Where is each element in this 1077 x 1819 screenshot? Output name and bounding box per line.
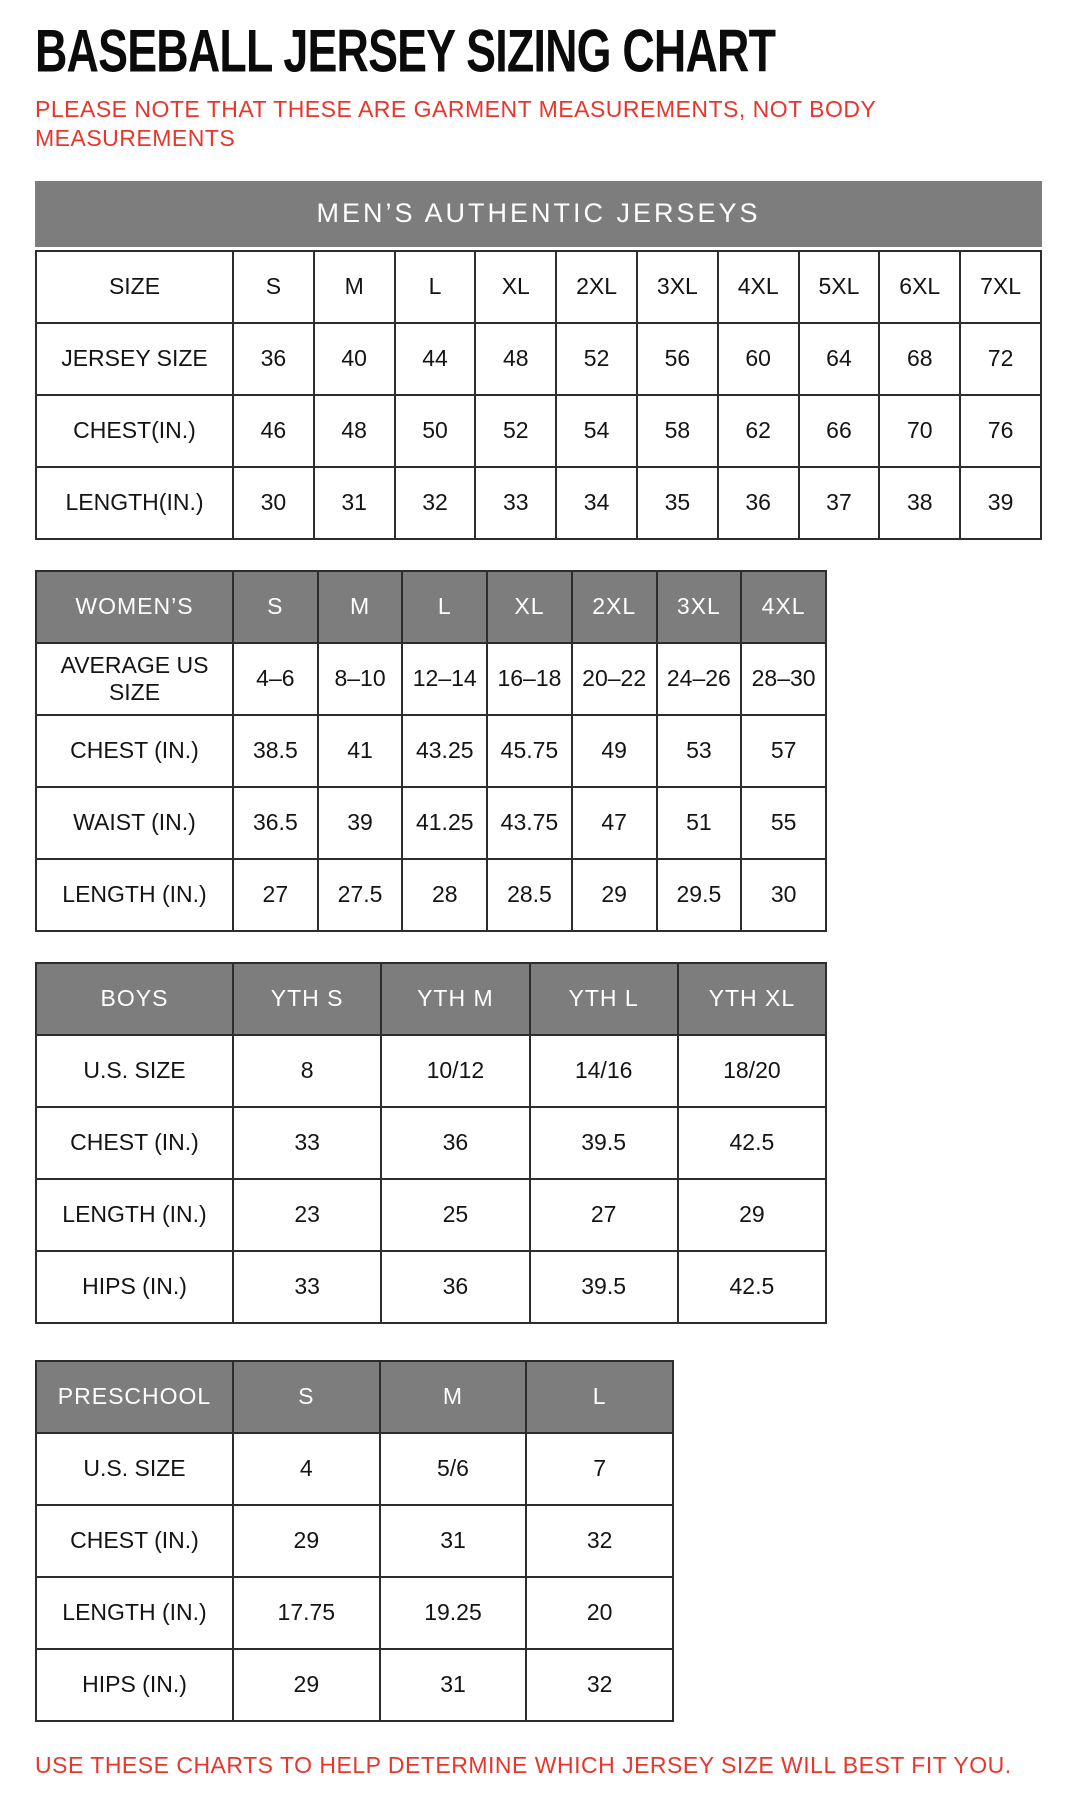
table-cell: 41 bbox=[318, 715, 403, 787]
table-cell: 29.5 bbox=[657, 859, 742, 931]
row-label: CHEST(IN.) bbox=[36, 395, 233, 467]
mens-table-grid bbox=[35, 250, 1042, 540]
row-label: PRESCHOOL bbox=[36, 1361, 233, 1433]
table-row bbox=[36, 1649, 673, 1721]
table-cell: 7 bbox=[526, 1433, 673, 1505]
table-row bbox=[36, 1577, 673, 1649]
footer-note: USE THESE CHARTS TO HELP DETERMINE WHICH JERSEY SIZE WILL BEST FIT YOU. bbox=[35, 1751, 1012, 1778]
table-cell: 18/20 bbox=[678, 1035, 826, 1107]
table-cell: YTH L bbox=[530, 963, 678, 1035]
row-label: LENGTH(IN.) bbox=[36, 467, 233, 539]
table-cell: 4 bbox=[233, 1433, 380, 1505]
table-cell: 3XL bbox=[637, 251, 718, 323]
table-cell: 42.5 bbox=[678, 1251, 826, 1323]
table-cell: 44 bbox=[395, 323, 476, 395]
row-label: CHEST (IN.) bbox=[36, 1107, 233, 1179]
table-row bbox=[36, 643, 826, 715]
table-row bbox=[36, 963, 826, 1035]
mens-table-banner: MEN’S AUTHENTIC JERSEYS bbox=[35, 181, 1042, 247]
table-row bbox=[36, 571, 826, 643]
table-cell: 57 bbox=[741, 715, 826, 787]
table-cell: 34 bbox=[556, 467, 637, 539]
table-cell: 2XL bbox=[556, 251, 637, 323]
row-label: LENGTH (IN.) bbox=[36, 1577, 233, 1649]
mens-size-table bbox=[35, 181, 1042, 540]
size-tables-container bbox=[35, 181, 1042, 1722]
table-row bbox=[36, 323, 1041, 395]
boys-size-table bbox=[35, 962, 1042, 1324]
table-cell: 48 bbox=[314, 395, 395, 467]
table-cell: 39.5 bbox=[530, 1107, 678, 1179]
table-cell: YTH S bbox=[233, 963, 381, 1035]
table-row bbox=[36, 251, 1041, 323]
table-cell: 27 bbox=[233, 859, 318, 931]
table-cell: 25 bbox=[381, 1179, 529, 1251]
table-cell: 5XL bbox=[799, 251, 880, 323]
table-cell: 39 bbox=[960, 467, 1041, 539]
table-row bbox=[36, 715, 826, 787]
table-cell: 60 bbox=[718, 323, 799, 395]
table-cell: 30 bbox=[233, 467, 314, 539]
row-label: CHEST (IN.) bbox=[36, 1505, 233, 1577]
table-cell: 14/16 bbox=[530, 1035, 678, 1107]
table-cell: L bbox=[395, 251, 476, 323]
row-label: CHEST (IN.) bbox=[36, 715, 233, 787]
table-cell: L bbox=[526, 1361, 673, 1433]
table-cell: 66 bbox=[799, 395, 880, 467]
table-row bbox=[36, 1505, 673, 1577]
table-cell: 16–18 bbox=[487, 643, 572, 715]
table-row bbox=[36, 1179, 826, 1251]
table-cell: 54 bbox=[556, 395, 637, 467]
row-label: HIPS (IN.) bbox=[36, 1649, 233, 1721]
table-cell: 2XL bbox=[572, 571, 657, 643]
table-cell: 31 bbox=[314, 467, 395, 539]
table-cell: 46 bbox=[233, 395, 314, 467]
table-cell: 29 bbox=[233, 1505, 380, 1577]
table-cell: 36 bbox=[233, 323, 314, 395]
table-cell: 32 bbox=[526, 1649, 673, 1721]
table-cell: 29 bbox=[572, 859, 657, 931]
table-cell: 5/6 bbox=[380, 1433, 527, 1505]
table-cell: 33 bbox=[233, 1251, 381, 1323]
table-row bbox=[36, 1433, 673, 1505]
row-label: LENGTH (IN.) bbox=[36, 1179, 233, 1251]
table-cell: 12–14 bbox=[402, 643, 487, 715]
table-cell: 23 bbox=[233, 1179, 381, 1251]
table-cell: 27 bbox=[530, 1179, 678, 1251]
table-cell: 70 bbox=[879, 395, 960, 467]
table-cell: YTH XL bbox=[678, 963, 826, 1035]
table-cell: 45.75 bbox=[487, 715, 572, 787]
table-cell: 36 bbox=[381, 1251, 529, 1323]
table-row bbox=[36, 1035, 826, 1107]
table-cell: 7XL bbox=[960, 251, 1041, 323]
table-cell: XL bbox=[475, 251, 556, 323]
table-cell: L bbox=[402, 571, 487, 643]
table-cell: 28–30 bbox=[741, 643, 826, 715]
table-cell: 20–22 bbox=[572, 643, 657, 715]
table-cell: 76 bbox=[960, 395, 1041, 467]
table-cell: 24–26 bbox=[657, 643, 742, 715]
table-cell: 48 bbox=[475, 323, 556, 395]
table-cell: 38 bbox=[879, 467, 960, 539]
womens-size-table bbox=[35, 570, 1042, 932]
table-cell: S bbox=[233, 251, 314, 323]
table-cell: 28 bbox=[402, 859, 487, 931]
table-cell: 56 bbox=[637, 323, 718, 395]
row-label: WAIST (IN.) bbox=[36, 787, 233, 859]
row-label: JERSEY SIZE bbox=[36, 323, 233, 395]
page-title: BASEBALL JERSEY SIZING CHART bbox=[35, 16, 776, 85]
table-cell: 32 bbox=[395, 467, 476, 539]
table-cell: 35 bbox=[637, 467, 718, 539]
table-cell: M bbox=[380, 1361, 527, 1433]
table-cell: 10/12 bbox=[381, 1035, 529, 1107]
table-cell: 8 bbox=[233, 1035, 381, 1107]
table-cell: 41.25 bbox=[402, 787, 487, 859]
table-row bbox=[36, 859, 826, 931]
table-cell: 40 bbox=[314, 323, 395, 395]
table-cell: 6XL bbox=[879, 251, 960, 323]
table-cell: 31 bbox=[380, 1649, 527, 1721]
table-cell: M bbox=[314, 251, 395, 323]
table-cell: 27.5 bbox=[318, 859, 403, 931]
table-cell: M bbox=[318, 571, 403, 643]
row-label: WOMEN’S bbox=[36, 571, 233, 643]
table-cell: 51 bbox=[657, 787, 742, 859]
row-label: HIPS (IN.) bbox=[36, 1251, 233, 1323]
table-cell: 19.25 bbox=[380, 1577, 527, 1649]
table-cell: 20 bbox=[526, 1577, 673, 1649]
table-cell: 33 bbox=[475, 467, 556, 539]
table-cell: 37 bbox=[799, 467, 880, 539]
table-cell: 4XL bbox=[718, 251, 799, 323]
table-cell: 4XL bbox=[741, 571, 826, 643]
table-cell: 58 bbox=[637, 395, 718, 467]
table-cell: 28.5 bbox=[487, 859, 572, 931]
table-cell: 55 bbox=[741, 787, 826, 859]
table-cell: 36.5 bbox=[233, 787, 318, 859]
table-cell: 38.5 bbox=[233, 715, 318, 787]
table-cell: XL bbox=[487, 571, 572, 643]
preschool-table-grid bbox=[35, 1360, 674, 1722]
table-cell: 43.75 bbox=[487, 787, 572, 859]
table-cell: 47 bbox=[572, 787, 657, 859]
table-row bbox=[36, 395, 1041, 467]
table-cell: YTH M bbox=[381, 963, 529, 1035]
table-cell: 31 bbox=[380, 1505, 527, 1577]
table-cell: 36 bbox=[718, 467, 799, 539]
table-cell: 72 bbox=[960, 323, 1041, 395]
table-row bbox=[36, 1361, 673, 1433]
row-label: AVERAGE US SIZE bbox=[36, 643, 233, 715]
garment-measurement-note: PLEASE NOTE THAT THESE ARE GARMENT MEASUREMENTS, NOT BODY MEASUREMENTS bbox=[35, 96, 876, 151]
preschool-size-table bbox=[35, 1360, 1042, 1722]
row-label: LENGTH (IN.) bbox=[36, 859, 233, 931]
table-cell: 68 bbox=[879, 323, 960, 395]
table-cell: 39.5 bbox=[530, 1251, 678, 1323]
row-label: BOYS bbox=[36, 963, 233, 1035]
table-cell: 4–6 bbox=[233, 643, 318, 715]
table-cell: S bbox=[233, 1361, 380, 1433]
table-cell: 29 bbox=[233, 1649, 380, 1721]
row-label: SIZE bbox=[36, 251, 233, 323]
table-cell: 52 bbox=[475, 395, 556, 467]
table-cell: 3XL bbox=[657, 571, 742, 643]
table-cell: 52 bbox=[556, 323, 637, 395]
womens-table-grid bbox=[35, 570, 827, 932]
table-cell: 50 bbox=[395, 395, 476, 467]
table-cell: 64 bbox=[799, 323, 880, 395]
table-cell: 17.75 bbox=[233, 1577, 380, 1649]
row-label: U.S. SIZE bbox=[36, 1433, 233, 1505]
table-cell: 30 bbox=[741, 859, 826, 931]
table-cell: 33 bbox=[233, 1107, 381, 1179]
table-cell: 49 bbox=[572, 715, 657, 787]
table-cell: 53 bbox=[657, 715, 742, 787]
row-label: U.S. SIZE bbox=[36, 1035, 233, 1107]
table-cell: 8–10 bbox=[318, 643, 403, 715]
table-cell: 29 bbox=[678, 1179, 826, 1251]
table-row bbox=[36, 787, 826, 859]
table-cell: 42.5 bbox=[678, 1107, 826, 1179]
boys-table-grid bbox=[35, 962, 827, 1324]
table-row bbox=[36, 1251, 826, 1323]
table-cell: S bbox=[233, 571, 318, 643]
table-row bbox=[36, 467, 1041, 539]
table-cell: 36 bbox=[381, 1107, 529, 1179]
table-cell: 39 bbox=[318, 787, 403, 859]
table-row bbox=[36, 1107, 826, 1179]
table-cell: 43.25 bbox=[402, 715, 487, 787]
table-cell: 32 bbox=[526, 1505, 673, 1577]
table-cell: 62 bbox=[718, 395, 799, 467]
